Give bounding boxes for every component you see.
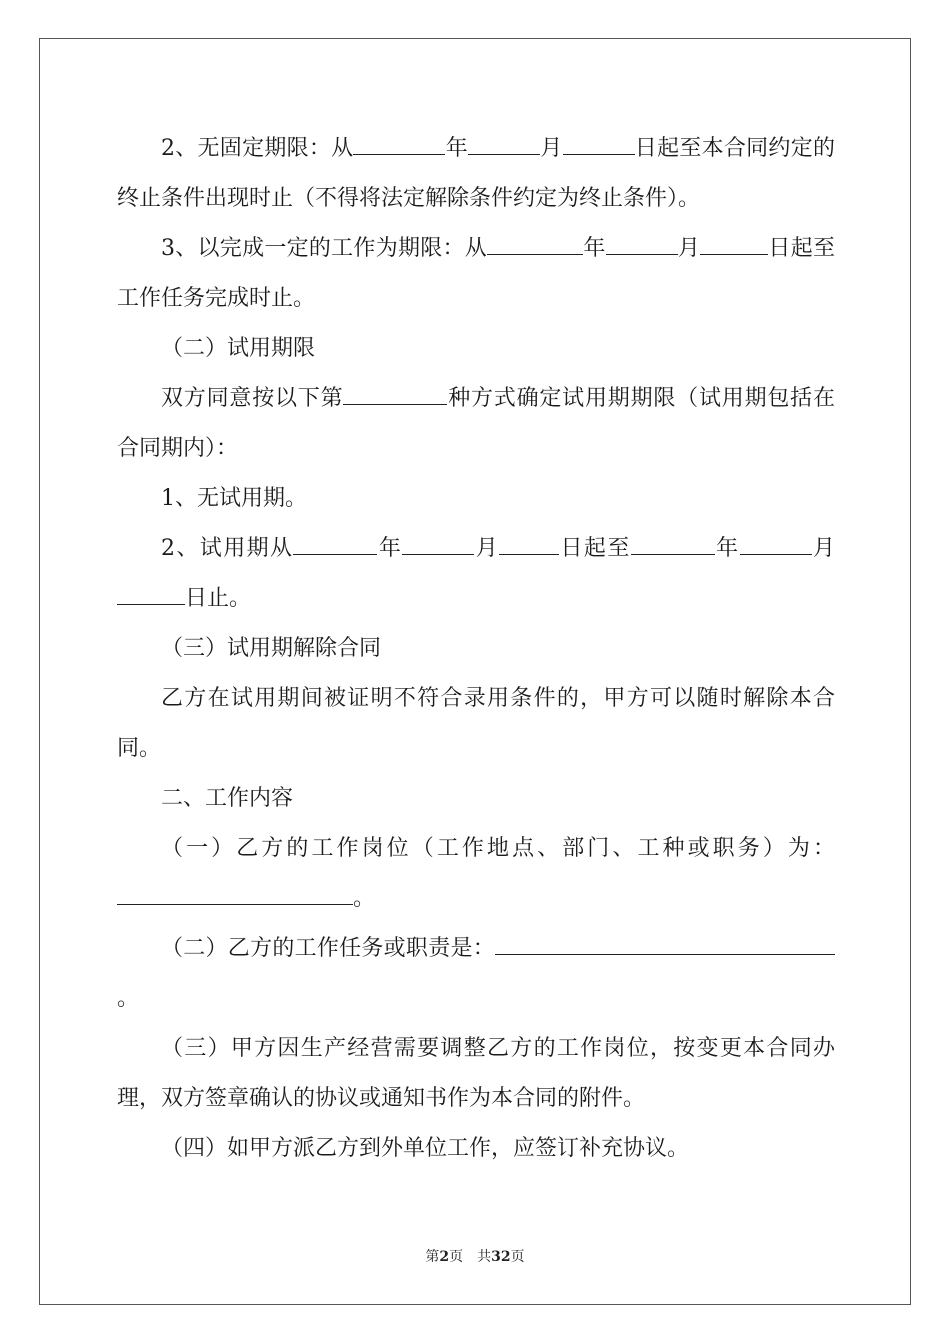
text: 。 (353, 886, 376, 911)
section-heading-work-content: 二、工作内容 (161, 786, 294, 811)
section-heading-probation: （二）试用期限 (161, 336, 316, 361)
text: 2、无固定期限：从 (161, 136, 354, 161)
text: 日止。 (185, 586, 252, 611)
blank-year[interactable] (353, 136, 445, 155)
text: 年 (583, 236, 606, 261)
text: 年 (377, 536, 403, 561)
footer-text: 页 (510, 1249, 525, 1265)
text: （一）乙方的工作岗位（工作地点、部门、工种或职务）为： (161, 836, 835, 861)
blank-year[interactable] (293, 536, 377, 555)
text: 双方同意按以下第 (161, 386, 344, 411)
paragraph-no-probation: 1、无试用期。 (161, 486, 307, 511)
blank-year[interactable] (487, 236, 583, 255)
text: 日起至 (559, 536, 631, 561)
text: 日起至本合同约定的终止条件出现时止（不得将法定解除条件约定为终止条件）。 (117, 136, 835, 211)
text: 3、以完成一定的工作为期限：从 (161, 236, 488, 261)
blank-day[interactable] (499, 536, 559, 555)
blank-duties[interactable] (495, 936, 835, 955)
blank-method[interactable] (343, 386, 447, 405)
paragraph-external-assignment: （四）如甲方派乙方到外单位工作，应签订补充协议。 (161, 1136, 690, 1161)
paragraph-job-duties (117, 924, 835, 1024)
blank-month[interactable] (468, 136, 540, 155)
blank-day[interactable] (563, 136, 635, 155)
footer-text: 页 共 (449, 1249, 492, 1265)
text: 月 (677, 236, 701, 261)
text: 月 (474, 536, 500, 561)
text: （二）乙方的工作任务或职责是： (161, 936, 495, 961)
blank-month[interactable] (402, 536, 474, 555)
footer-text: 第 (425, 1249, 440, 1265)
document-body (117, 124, 835, 1174)
blank-day[interactable] (117, 586, 185, 605)
page-footer (0, 1246, 950, 1266)
paragraph-job-adjustment: （三）甲方因生产经营需要调整乙方的工作岗位，按变更本合同办理，双方签章确认的协议或通知书作为本合同的附件。 (117, 1036, 835, 1111)
paragraph-probation-period (117, 524, 835, 624)
paragraph-probation-method (117, 374, 835, 474)
text: 种方式确定试用期期限（试用期包括在合同期内）： (117, 386, 835, 461)
blank-day[interactable] (700, 236, 768, 255)
text: 日起至工作任务完成时止。 (117, 236, 835, 311)
text: 年 (714, 536, 740, 561)
text: 年 (445, 136, 468, 161)
text: 2、试用期从 (161, 536, 294, 561)
text: 月 (539, 136, 563, 161)
blank-month[interactable] (740, 536, 812, 555)
paragraph-task-term (117, 224, 835, 324)
paragraph-job-position (117, 824, 835, 924)
text: 月 (811, 536, 835, 561)
page-number: 2 (439, 1249, 450, 1265)
paragraph-probation-termination: 乙方在试用期间被证明不符合录用条件的，甲方可以随时解除本合同。 (117, 686, 835, 761)
blank-month[interactable] (606, 236, 678, 255)
total-pages: 32 (491, 1249, 511, 1265)
section-heading-probation-termination: （三）试用期解除合同 (161, 636, 382, 661)
text: 。 (117, 986, 140, 1011)
blank-position[interactable] (117, 886, 353, 905)
paragraph-fixed-term (117, 124, 835, 224)
blank-year[interactable] (631, 536, 715, 555)
